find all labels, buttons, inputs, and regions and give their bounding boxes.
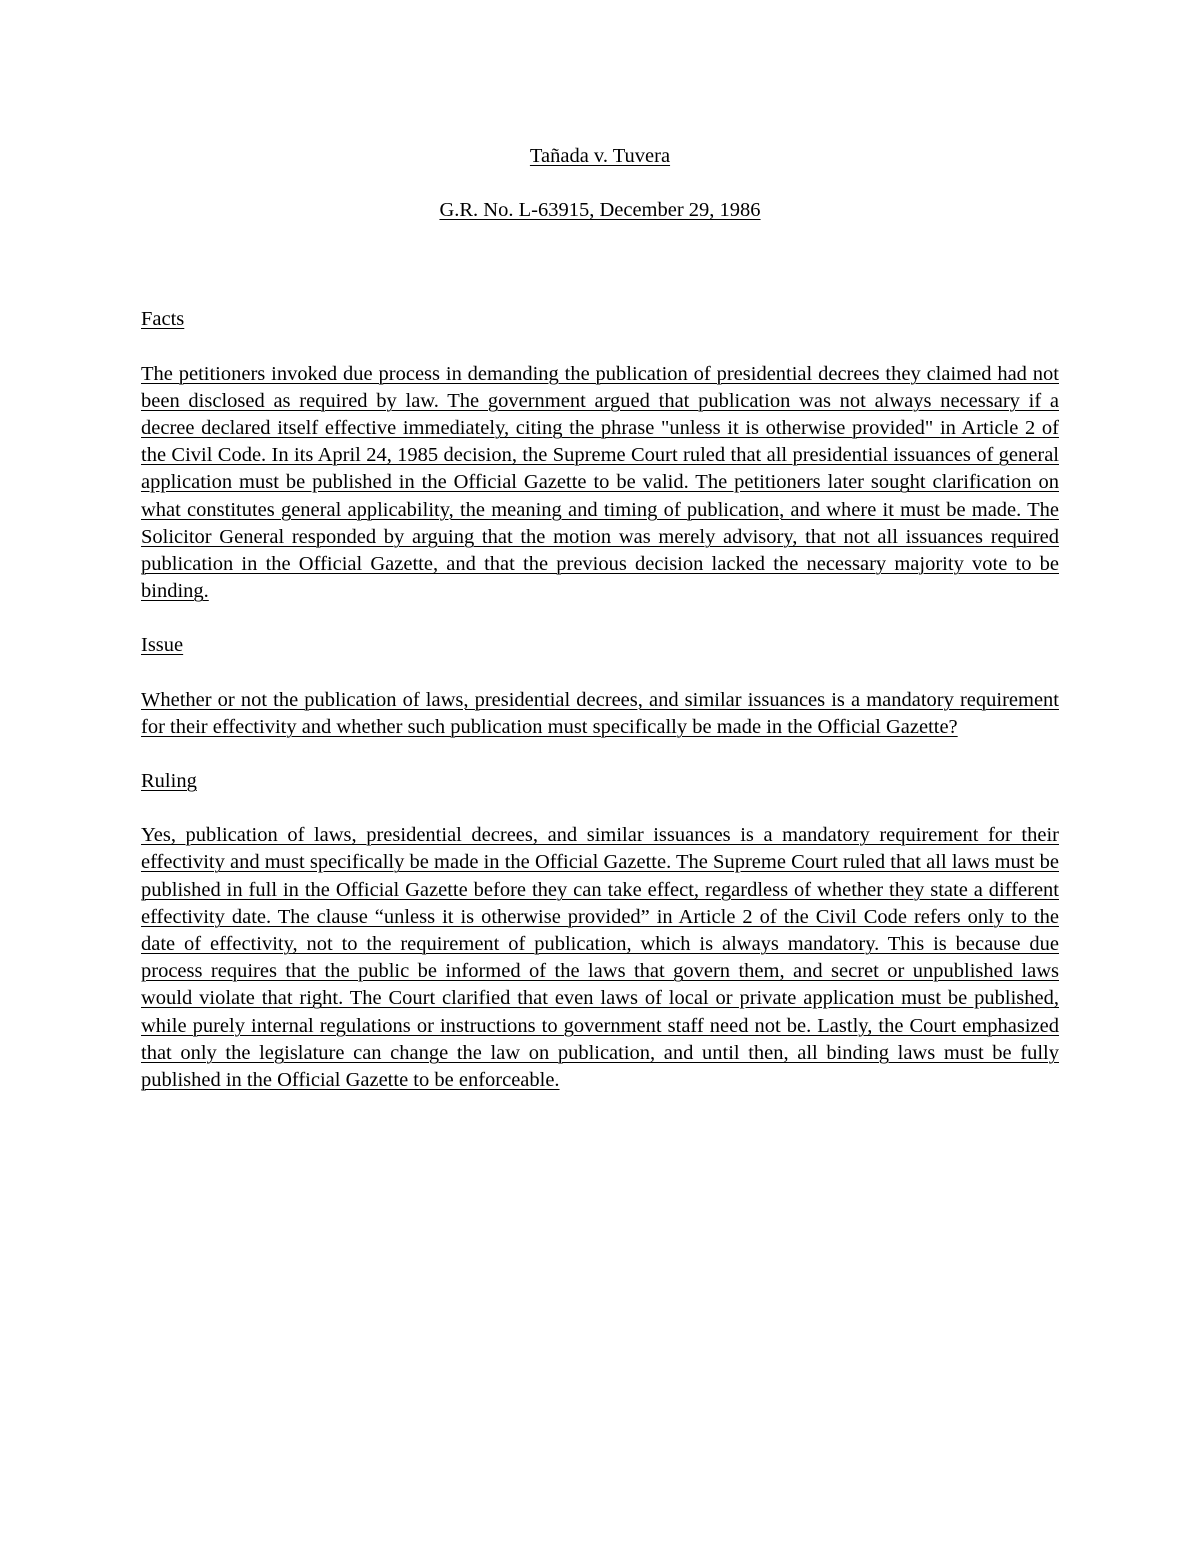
facts-heading: Facts	[141, 308, 185, 331]
case-number-line	[141, 197, 1059, 224]
ruling-paragraph	[141, 822, 1059, 1094]
ruling-heading: Ruling	[141, 770, 197, 793]
facts-text: The petitioners invoked due process in demanding the publication of presidential decrees they claimed had not been disclosed as required by law. The government argued that publication was not always necessary if a decree declared itself effective immediately, citing the phrase "unless it is otherwise provided" in Article 2 of the Civil Code. In its April 24, 1985 decision, the Supreme Court ruled that all presidential issuances of general application must be published in the Official Gazette to be valid. The petitioners later sought clarification on what constitutes general applicability, the meaning and timing of publication, and where it must be made. The Solicitor General responded by arguing that the motion was merely advisory, that not all issuances required publication in the Official Gazette, and that the previous decision lacked the necessary majority vote to be binding.	[141, 362, 1059, 603]
ruling-text: Yes, publication of laws, presidential decrees, and similar issuances is a mandatory requirement for their effectivity and must specifically be made in the Official Gazette. The Supreme Court ruled that all laws must be published in full in the Official Gazette before they can take effect, regardless of whether they state a different effectivity date. The clause “unless it is otherwise provided” in Article 2 of the Civil Code refers only to the date of effectivity, not to the requirement of publication, which is always mandatory. This is because due process requires that the public be informed of the laws that govern them, and secret or unpublished laws would violate that right. The Court clarified that even laws of local or private application must be published, while purely internal regulations or instructions to government staff need not be. Lastly, the Court emphasized that only the legislature can change the law on publication, and until then, all binding laws must be fully published in the Official Gazette to be enforceable.	[141, 824, 1059, 1092]
facts-paragraph	[141, 361, 1059, 606]
ruling-heading-line	[141, 768, 1059, 795]
document-body	[141, 143, 1059, 1121]
issue-paragraph	[141, 687, 1059, 741]
issue-heading: Issue	[141, 634, 184, 657]
facts-heading-line	[141, 306, 1059, 333]
case-title: Tañada v. Tuvera	[529, 145, 671, 167]
case-title-line	[141, 143, 1059, 170]
issue-text: Whether or not the publication of laws, presidential decrees, and similar issuances is a mandatory requirement for their effectivity and whether such publication must specifically be made in the Official Gazette?	[141, 688, 1059, 738]
issue-heading-line	[141, 632, 1059, 659]
case-number: G.R. No. L-63915, December 29, 1986	[439, 199, 761, 222]
